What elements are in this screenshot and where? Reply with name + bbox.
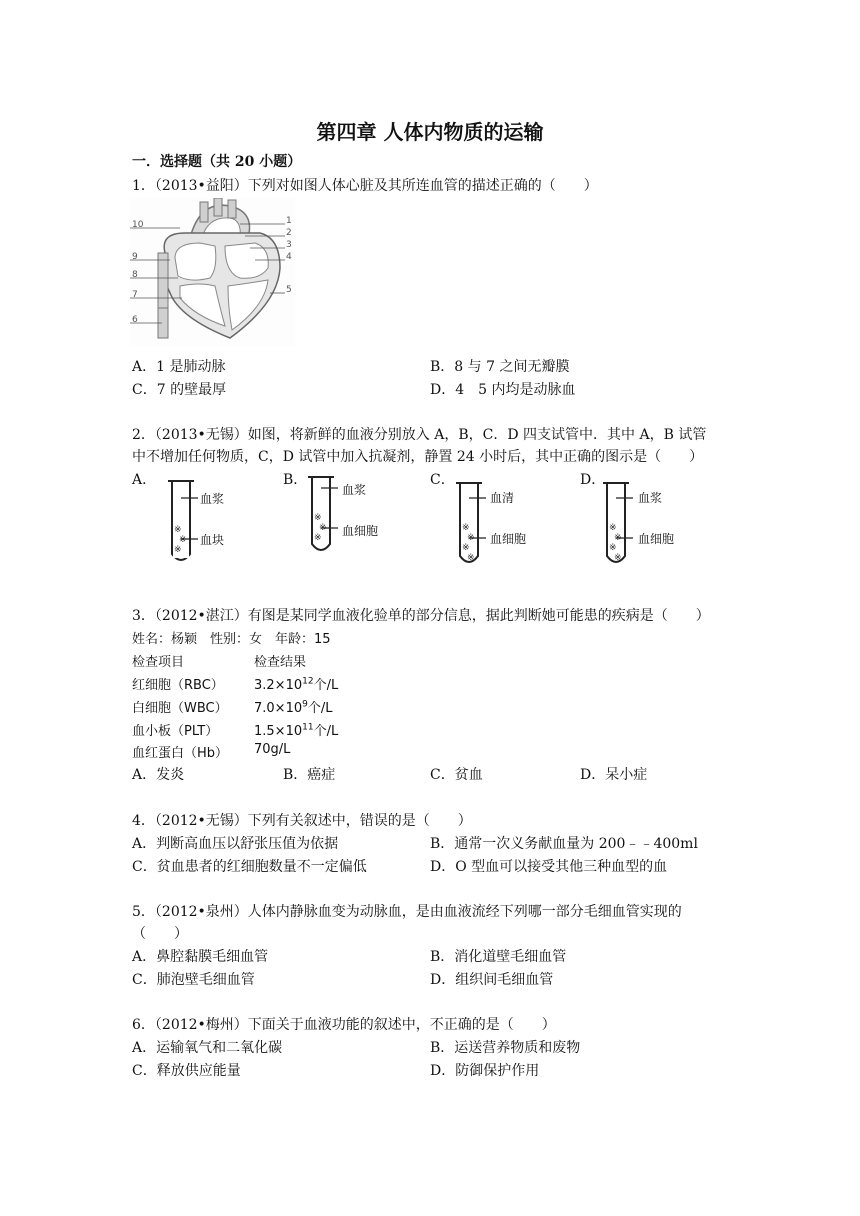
tube-d-top-label: 血浆 <box>638 491 663 505</box>
svg-text:※: ※ <box>609 543 617 553</box>
heart-label-3: 3 <box>286 240 292 250</box>
svg-text:※: ※ <box>614 553 622 563</box>
tube-c-letter: C． <box>430 472 455 488</box>
svg-text:※: ※ <box>467 553 475 563</box>
report-item-wbc: 白细胞（WBC） <box>132 701 228 716</box>
q5-option-a: A．鼻腔黏膜毛细血管 <box>132 949 269 965</box>
tube-c-top-label: 血清 <box>490 491 515 505</box>
tube-b-bottom-label: 血细胞 <box>342 524 379 538</box>
q4-option-a: A．判断高血压以舒张压值为依据 <box>132 836 339 852</box>
heart-label-1: 1 <box>286 216 292 226</box>
svg-text:※: ※ <box>179 535 187 545</box>
heart-label-4: 4 <box>286 252 292 262</box>
svg-text:※: ※ <box>614 533 622 543</box>
heart-diagram <box>130 198 295 346</box>
tube-d-bottom-label: 血细胞 <box>638 532 675 546</box>
heart-label-5: 5 <box>286 285 292 295</box>
tube-a-top-label: 血浆 <box>200 492 225 506</box>
q4-option-b: B．通常一次义务献血量为 200﹣﹣400ml <box>430 836 698 852</box>
q6-option-d: D．防御保护作用 <box>430 1063 540 1079</box>
question-1-stem: 1．（2013•益阳）下列对如图人体心脏及其所连血管的描述正确的（ ） <box>132 178 598 194</box>
heart-label-7: 7 <box>132 290 138 300</box>
q3-option-d: D．呆小症 <box>580 767 648 783</box>
svg-text:※: ※ <box>174 525 182 535</box>
report-result-plt: $1.5\times 10^{11}$个/L <box>254 722 339 739</box>
tube-a-letter: A． <box>132 472 157 488</box>
report-result-wbc: $7.0\times 10^9$个/L <box>254 699 333 716</box>
q5-option-c: C．肺泡壁毛细血管 <box>132 972 255 988</box>
q6-option-a: A．运输氧气和二氧化碳 <box>132 1040 283 1056</box>
report-result-rbc: $3.2\times 10^{12}$个/L <box>254 676 339 693</box>
question-3-stem: 3．（2012•湛江）有图是某同学血液化验单的部分信息，据此判断她可能患的疾病是（ ） <box>132 608 710 624</box>
q3-option-b: B．癌症 <box>283 767 336 783</box>
tube-b-letter: B． <box>283 472 308 488</box>
section-heading: 一．选择题（共 20 小题） <box>132 154 302 170</box>
heart-label-2: 2 <box>286 228 292 238</box>
q5-option-d: D．组织间毛细血管 <box>430 972 554 988</box>
question-2-stem-line1: 2．（2013•无锡）如图，将新鲜的血液分别放入 A，B，C．D 四支试管中．其中 A，B 试管 <box>132 427 707 443</box>
q1-option-c: C．7 的壁最厚 <box>132 382 227 398</box>
q6-option-c: C．释放供应能量 <box>132 1063 241 1079</box>
report-patient-info: 姓名：杨颖 性别：女 年龄：15 <box>132 632 331 647</box>
report-item-hb: 血红蛋白（Hb） <box>132 746 229 761</box>
report-item-plt: 血小板（PLT） <box>132 724 219 739</box>
heart-diagram-svg <box>130 198 295 346</box>
q4-option-d: D．O 型血可以接受其他三种血型的血 <box>430 859 668 875</box>
svg-text:※: ※ <box>319 523 327 533</box>
report-item-rbc: 红细胞（RBC） <box>132 678 224 693</box>
q3-option-a: A．发炎 <box>132 767 185 783</box>
tube-a-bottom-label: 血块 <box>200 533 225 547</box>
page-title: 第四章 人体内物质的运输 <box>316 120 544 144</box>
heart-label-10: 10 <box>132 220 144 230</box>
q1-option-d: D．4 5 内均是动脉血 <box>430 382 576 398</box>
svg-text:※: ※ <box>314 513 322 523</box>
tube-d-letter: D． <box>580 472 606 488</box>
question-5-stem-line1: 5．（2012•泉州）人体内静脉血变为动脉血，是由血液流经下列哪一部分毛细血管实现的 <box>132 904 682 920</box>
report-col-item: 检查项目 <box>132 655 185 670</box>
svg-text:※: ※ <box>462 543 470 553</box>
question-5-stem-line2: （ ） <box>132 926 188 942</box>
report-col-result: 检查结果 <box>254 655 307 670</box>
q6-option-b: B．运送营养物质和废物 <box>430 1040 581 1056</box>
question-2-stem-line2: 中不增加任何物质，C，D 试管中加入抗凝剂，静置 24 小时后，其中正确的图示是（ ） <box>132 449 704 465</box>
question-4-stem: 4．（2012•无锡）下列有关叙述中，错误的是（ ） <box>132 813 472 829</box>
report-result-hb: 70g/L <box>254 742 291 757</box>
svg-text:※: ※ <box>174 545 182 555</box>
q1-option-b: B．8 与 7 之间无瓣膜 <box>430 359 570 375</box>
q3-option-c: C．贫血 <box>430 767 483 783</box>
q5-option-b: B．消化道壁毛细血管 <box>430 949 567 965</box>
tube-b-top-label: 血浆 <box>342 483 367 497</box>
q4-option-c: C．贫血患者的红细胞数量不一定偏低 <box>132 859 367 875</box>
tube-c-bottom-label: 血细胞 <box>490 532 527 546</box>
svg-text:※: ※ <box>467 533 475 543</box>
svg-text:※: ※ <box>462 523 470 533</box>
heart-label-8: 8 <box>132 270 138 280</box>
q1-option-a: A．1 是肺动脉 <box>132 359 226 375</box>
svg-text:※: ※ <box>314 533 322 543</box>
heart-label-6: 6 <box>132 315 138 325</box>
svg-text:※: ※ <box>609 523 617 533</box>
question-6-stem: 6．（2012•梅州）下面关于血液功能的叙述中，不正确的是（ ） <box>132 1017 556 1033</box>
heart-label-9: 9 <box>132 252 138 262</box>
